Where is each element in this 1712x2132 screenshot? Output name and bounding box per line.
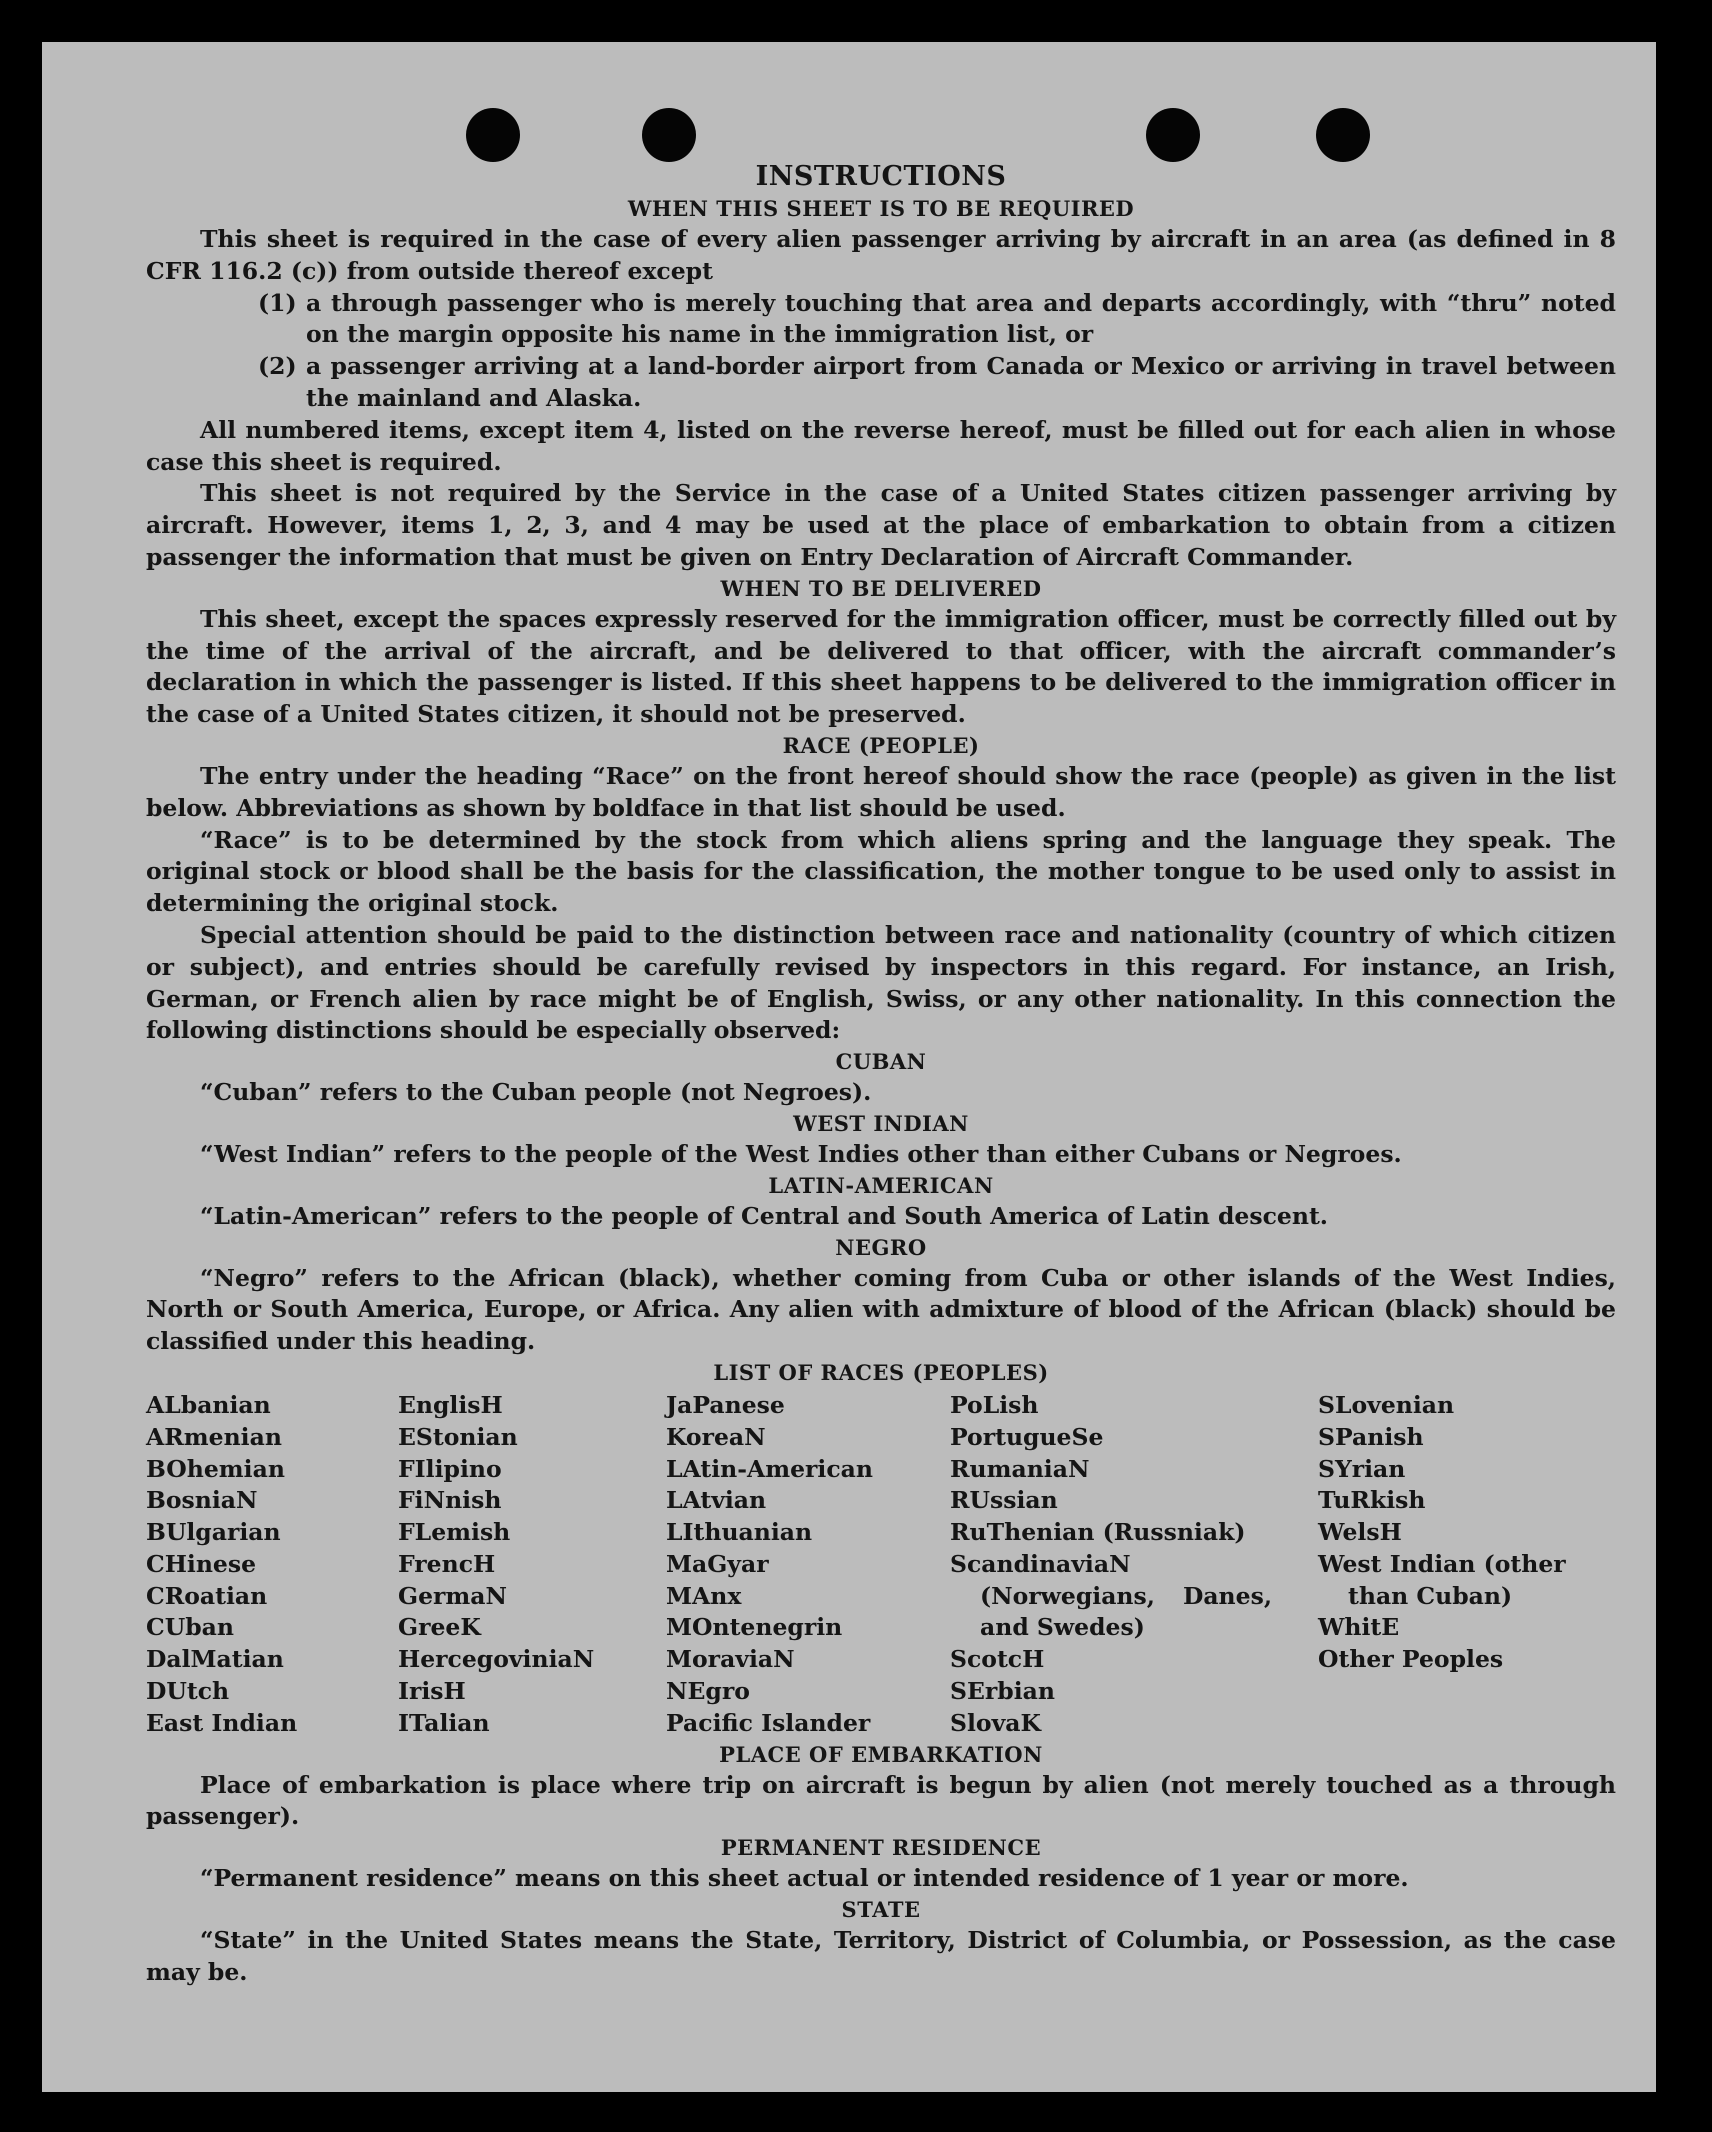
paragraph: “Latin-American” refers to the people of Central and South America of Latin descent. [200, 1201, 1328, 1230]
paragraph: This sheet is required in the case of every alien passenger arriving by aircraft in an area (as defined in 8 CFR 116.2 (c)) from outside thereof except [146, 225, 1616, 285]
race-item: CRoatian [146, 1581, 268, 1610]
paragraph: “State” in the United States means the State, Territory, District of Columbia, or Possession, as the case may be. [146, 1926, 1616, 1986]
paragraph: “Permanent residence” means on this sheet actual or intended residence of 1 year or more. [200, 1864, 1409, 1893]
race-item: RumaniaN [950, 1454, 1090, 1483]
section-heading: LATIN-AMERICAN [768, 1172, 994, 1198]
race-item: ALbanian [146, 1390, 271, 1419]
paragraph: This sheet is not required by the Service in the case of a United States citizen passenger arriving by aircraft. However, items 1, 2, 3, and 4 may be used at the place of embarkation to obtain from a citizen passenger the information that must be given on Entry Declaration of Aircraft Commander. [146, 479, 1616, 571]
race-item: PortugueSe [950, 1422, 1104, 1451]
race-item: ScandinaviaN (Norwegians, Danes, and Swedes) [950, 1549, 1272, 1642]
race-item: GreeK [398, 1613, 481, 1642]
race-item: FiNnish [398, 1486, 502, 1515]
document-page [42, 42, 1656, 2092]
section-heading: PERMANENT RESIDENCE [720, 1835, 1042, 1861]
race-item: ITalian [398, 1708, 490, 1737]
race-item: BosniaN [146, 1486, 258, 1515]
race-item: West Indian (other than Cuban) [1318, 1549, 1566, 1610]
race-item: ARmenian [146, 1422, 282, 1451]
paragraph: “West Indian” refers to the people of the West Indies other than either Cubans or Negroes. [200, 1139, 1402, 1168]
races-column [1318, 1390, 1616, 1740]
race-item: SPanish [1318, 1422, 1424, 1451]
race-item: CHinese [146, 1549, 257, 1578]
paragraph: All numbered items, except item 4, listed on the reverse hereof, must be filled out for each alien in whose case this sheet is required. [146, 415, 1616, 476]
race-item: SlovaK [950, 1708, 1041, 1737]
race-item: SErbian [950, 1677, 1055, 1706]
race-item: HercegoviniaN [398, 1645, 595, 1674]
race-item: East Indian [146, 1708, 298, 1737]
item-number: (1) [258, 288, 297, 317]
race-item: WhitE [1318, 1613, 1400, 1642]
section-heading: CUBAN [835, 1049, 927, 1075]
race-item: MoraviaN [666, 1645, 795, 1674]
race-item: RUssian [950, 1486, 1058, 1515]
section-heading: WHEN THIS SHEET IS TO BE REQUIRED [627, 196, 1135, 221]
section-heading: WEST INDIAN [793, 1110, 969, 1136]
race-item: NEgro [666, 1677, 750, 1706]
section-heading: LIST OF RACES (PEOPLES) [713, 1359, 1049, 1385]
race-item: EStonian [398, 1422, 518, 1451]
races-column [950, 1390, 1318, 1740]
race-item: MOntenegrin [666, 1613, 843, 1642]
punch-hole [1146, 108, 1200, 162]
race-item: Pacific Islander [666, 1708, 871, 1737]
page-title: INSTRUCTIONS [755, 161, 1007, 192]
race-item: FrencH [398, 1549, 496, 1578]
race-item: BUlgarian [146, 1518, 281, 1547]
paragraph: This sheet, except the spaces expressly reserved for the immigration officer, must be correctly filled out by the time of the arrival of the aircraft, and be delivered to that officer, with the aircraft commander’s declaration in which the passenger is listed. If this sheet happens to be delivered to the immigration officer in the case of a United States citizen, it should not be preserved. [146, 604, 1616, 729]
race-item: PoLish [950, 1390, 1039, 1419]
race-item: MAnx [666, 1581, 742, 1610]
list-item [258, 351, 1616, 415]
race-item: EnglisH [398, 1390, 503, 1419]
punch-hole [1316, 108, 1370, 162]
race-item: SLovenian [1318, 1390, 1455, 1419]
race-item: IrisH [398, 1677, 466, 1706]
race-item: DUtch [146, 1677, 230, 1706]
race-item: BOhemian [146, 1454, 285, 1483]
instructions-body [146, 160, 1616, 1989]
item-text: a passenger arriving at a land-border airport from Canada or Mexico or arriving in travel between the mainland and Alaska. [306, 352, 1616, 412]
paragraph: “Cuban” refers to the Cuban people (not Negroes). [200, 1078, 872, 1107]
race-item: SYrian [1318, 1454, 1406, 1483]
races-list [146, 1390, 1616, 1740]
race-item: KoreaN [666, 1422, 766, 1451]
section-heading: NEGRO [835, 1234, 927, 1260]
race-item: JaPanese [666, 1390, 785, 1419]
section-heading: RACE (PEOPLE) [782, 732, 980, 758]
list-item [258, 288, 1616, 352]
paragraph: Special attention should be paid to the distinction between race and nationality (country of which citizen or subject), and entries should be carefully revised by inspectors in this regard. For instance, an Irish, German, or French alien by race might be of English, Swiss, or any other nationality. In this connection the following distinctions should be especially observed: [146, 920, 1616, 1045]
races-column [666, 1390, 950, 1740]
section-heading: PLACE OF EMBARKATION [719, 1741, 1043, 1767]
paragraph: “Negro” refers to the African (black), whether coming from Cuba or other islands of the West Indies, North or South America, Europe, or Africa. Any alien with admixture of blood of the African (black) should be classified under this heading. [146, 1263, 1616, 1356]
race-item: LAtvian [666, 1486, 767, 1515]
race-item: RuThenian (Russniak) [950, 1518, 1246, 1547]
race-item: FLemish [398, 1518, 511, 1547]
section-heading: STATE [841, 1897, 921, 1923]
race-item: GermaN [398, 1581, 507, 1610]
paragraph: The entry under the heading “Race” on the front hereof should show the race (people) as given in the list below. Abbreviations as shown by boldface in that list should be used. [146, 761, 1616, 822]
race-item: WelsH [1318, 1518, 1402, 1547]
paragraph: “Race” is to be determined by the stock from which aliens spring and the language they speak. The original stock or blood shall be the basis for the classification, the mother tongue to be used only to assist in determining the original stock. [146, 825, 1616, 918]
race-item: Other Peoples [1318, 1645, 1504, 1674]
race-item: ScotcH [950, 1645, 1045, 1674]
races-column [398, 1390, 666, 1740]
race-item: DalMatian [146, 1645, 284, 1674]
races-column [146, 1390, 398, 1740]
race-item: TuRkish [1318, 1486, 1426, 1515]
race-item: MaGyar [666, 1549, 769, 1578]
punch-hole [466, 108, 520, 162]
paragraph: Place of embarkation is place where trip on aircraft is begun by alien (not merely touched as a through passenger). [146, 1770, 1616, 1831]
race-item: LIthuanian [666, 1518, 813, 1547]
race-item: CUban [146, 1613, 234, 1642]
race-item: FIlipino [398, 1454, 502, 1483]
race-item: LAtin-American [666, 1454, 873, 1483]
punch-hole [642, 108, 696, 162]
item-number: (2) [258, 352, 297, 381]
item-text: a through passenger who is merely touching that area and departs accordingly, with “thru” noted on the margin opposite his name in the immigration list, or [306, 288, 1616, 349]
section-heading: WHEN TO BE DELIVERED [720, 575, 1042, 601]
